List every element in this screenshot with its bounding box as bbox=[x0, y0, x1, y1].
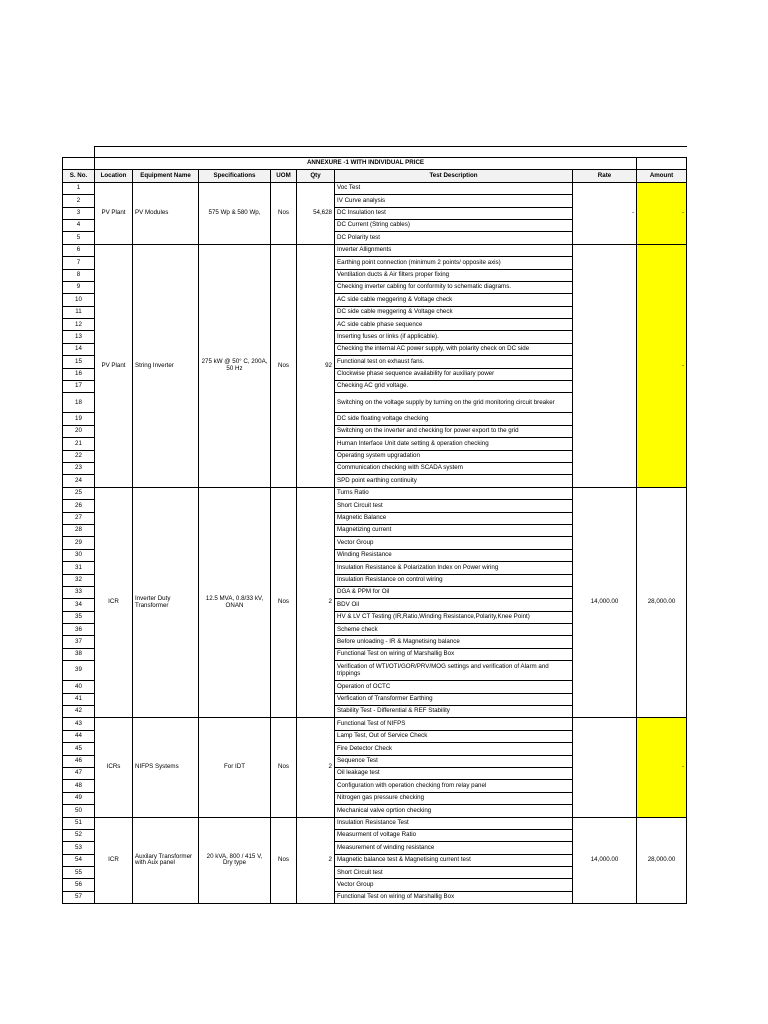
test-description: Insulation Resistance & Polarization Index on Power wiring bbox=[335, 562, 573, 574]
test-description: Inserting fuses or links (if applicable). bbox=[335, 331, 573, 343]
rate-cell bbox=[573, 244, 637, 487]
annexure-table bbox=[62, 146, 687, 904]
test-description: Checking the internal AC power supply, with polarity check on DC side bbox=[335, 343, 573, 355]
test-description: Functional Test of NIFPS bbox=[335, 718, 573, 730]
qty-cell: 92 bbox=[297, 244, 335, 487]
specifications-cell: For IDT bbox=[199, 718, 271, 817]
test-description: Turns Ratio bbox=[335, 487, 573, 499]
equipment-name-cell: Auxilary Transformer with Aux panel bbox=[133, 817, 199, 904]
title-row bbox=[63, 158, 687, 170]
serial-number: 38 bbox=[63, 648, 95, 660]
serial-number: 31 bbox=[63, 562, 95, 574]
serial-number: 50 bbox=[63, 805, 95, 817]
header-row bbox=[63, 170, 687, 182]
specifications-cell: 275 kW @ 50° C, 200A, 50 Hz bbox=[199, 244, 271, 487]
blank-row bbox=[63, 147, 687, 158]
test-description: Insulation Resistance Test bbox=[335, 817, 573, 829]
test-description: SPD point earthing continuity bbox=[335, 475, 573, 487]
rate-cell: 14,000.00 bbox=[573, 487, 637, 718]
test-description: Human Interface Unit date setting & operation checking bbox=[335, 438, 573, 450]
header-location: Location bbox=[95, 170, 133, 182]
serial-number: 41 bbox=[63, 693, 95, 705]
qty-cell: 2 bbox=[297, 718, 335, 817]
serial-number: 27 bbox=[63, 512, 95, 524]
test-description: Switching on the inverter and checking for power export to the grid bbox=[335, 425, 573, 437]
test-description: Oil leakage test bbox=[335, 767, 573, 779]
test-description: Magnetic balance test & Magnetising current test bbox=[335, 854, 573, 866]
serial-number: 16 bbox=[63, 368, 95, 380]
amount-cell: 28,000.00 bbox=[637, 817, 687, 904]
serial-number: 14 bbox=[63, 343, 95, 355]
serial-number: 5 bbox=[63, 232, 95, 244]
rate-cell: - bbox=[573, 182, 637, 244]
test-description: DC Current (String cables) bbox=[335, 219, 573, 231]
test-description: Stability Test - Differential & REF Stability bbox=[335, 706, 573, 718]
serial-number: 1 bbox=[63, 182, 95, 194]
serial-number: 32 bbox=[63, 574, 95, 586]
test-description: Mechanical valve oprtion checking bbox=[335, 805, 573, 817]
location-cell: PV Plant bbox=[95, 182, 133, 244]
test-description: Measurment of voltage Ratio bbox=[335, 829, 573, 841]
test-description: Ventilation ducts & Air filters proper fixing bbox=[335, 269, 573, 281]
serial-number: 25 bbox=[63, 487, 95, 499]
test-description: Insulation Resistance on control wiring bbox=[335, 574, 573, 586]
serial-number: 3 bbox=[63, 207, 95, 219]
serial-number: 29 bbox=[63, 537, 95, 549]
test-description: Nitrogen gas pressure checking bbox=[335, 792, 573, 804]
header-spec: Specifications bbox=[199, 170, 271, 182]
serial-number: 4 bbox=[63, 219, 95, 231]
serial-number: 22 bbox=[63, 450, 95, 462]
serial-number: 18 bbox=[63, 393, 95, 413]
uom-cell: Nos bbox=[271, 182, 297, 244]
amount-cell: - bbox=[637, 244, 687, 487]
header-uom: UOM bbox=[271, 170, 297, 182]
serial-number: 40 bbox=[63, 681, 95, 693]
test-description: Functional test on exhaust fans. bbox=[335, 356, 573, 368]
header-desc: Test Description bbox=[335, 170, 573, 182]
equipment-name-cell: NIFPS Systems bbox=[133, 718, 199, 817]
rate-cell: 14,000.00 bbox=[573, 817, 637, 904]
serial-number: 55 bbox=[63, 867, 95, 879]
location-cell: ICRs bbox=[95, 718, 133, 817]
test-description: DC side cable meggering & Voltage check bbox=[335, 306, 573, 318]
test-description: DC Polarity test bbox=[335, 232, 573, 244]
uom-cell: Nos bbox=[271, 718, 297, 817]
test-description: Checking AC grid voltage. bbox=[335, 381, 573, 393]
test-description: DC side floating voltage checking bbox=[335, 413, 573, 425]
serial-number: 43 bbox=[63, 718, 95, 730]
rate-cell bbox=[573, 718, 637, 817]
test-description: Lamp Test, Out of Service Check bbox=[335, 730, 573, 742]
serial-number: 19 bbox=[63, 413, 95, 425]
serial-number: 10 bbox=[63, 294, 95, 306]
specifications-cell: 12.5 MVA, 0.8/33 kV, ONAN bbox=[199, 487, 271, 718]
serial-number: 30 bbox=[63, 549, 95, 561]
test-description: AC side cable meggering & Voltage check bbox=[335, 294, 573, 306]
serial-number: 57 bbox=[63, 891, 95, 903]
serial-number: 42 bbox=[63, 706, 95, 718]
serial-number: 53 bbox=[63, 842, 95, 854]
serial-number: 23 bbox=[63, 462, 95, 474]
test-description: Checking inverter cabling for conformity to schematic diagrams. bbox=[335, 281, 573, 293]
serial-number: 49 bbox=[63, 792, 95, 804]
test-description: HV & LV CT Testing (IR,Ratio,Winding Resistance,Polarity,Knee Point) bbox=[335, 611, 573, 623]
test-description: Clockwise phase sequence availability for auxiliary power bbox=[335, 368, 573, 380]
serial-number: 56 bbox=[63, 879, 95, 891]
serial-number: 2 bbox=[63, 195, 95, 207]
test-description: Operating system upgradation bbox=[335, 450, 573, 462]
test-description: Scheme check bbox=[335, 624, 573, 636]
table-row bbox=[63, 718, 687, 730]
test-description: IV Curve analysis bbox=[335, 195, 573, 207]
table-row bbox=[63, 244, 687, 256]
test-description: Verification of WTI/OTI/GOR/PRV/MOG settings and verification of Alarm and trippings bbox=[335, 661, 573, 681]
test-description: AC side cable phase sequence bbox=[335, 319, 573, 331]
uom-cell: Nos bbox=[271, 244, 297, 487]
test-description: Verfication of Transformer Earthing bbox=[335, 693, 573, 705]
location-cell: ICR bbox=[95, 487, 133, 718]
test-description: Magnetizing current bbox=[335, 524, 573, 536]
equipment-name-cell: String Inverter bbox=[133, 244, 199, 487]
serial-number: 34 bbox=[63, 599, 95, 611]
test-description: Winding Resistance bbox=[335, 549, 573, 561]
location-cell: ICR bbox=[95, 817, 133, 904]
serial-number: 11 bbox=[63, 306, 95, 318]
annexure-title: ANNEXURE -1 WITH INDIVIDUAL PRICE bbox=[95, 158, 637, 170]
serial-number: 46 bbox=[63, 755, 95, 767]
header-sno: S. No. bbox=[63, 170, 95, 182]
test-description: Short Circuit test bbox=[335, 867, 573, 879]
test-description: Sequence Test bbox=[335, 755, 573, 767]
test-description: Functional Test on wiring of Marshallig Box bbox=[335, 648, 573, 660]
specifications-cell: 20 kVA, 800 / 415 V, Dry type bbox=[199, 817, 271, 904]
serial-number: 51 bbox=[63, 817, 95, 829]
serial-number: 37 bbox=[63, 636, 95, 648]
serial-number: 36 bbox=[63, 624, 95, 636]
test-description: DGA & PPM for Oil bbox=[335, 586, 573, 598]
amount-cell: 28,000.00 bbox=[637, 487, 687, 718]
serial-number: 21 bbox=[63, 438, 95, 450]
test-description: Communication checking with SCADA system bbox=[335, 462, 573, 474]
header-rate: Rate bbox=[573, 170, 637, 182]
test-description: Vector Group bbox=[335, 537, 573, 549]
test-description: Earthing point connection (minimum 2 points/ opposite axis) bbox=[335, 257, 573, 269]
serial-number: 20 bbox=[63, 425, 95, 437]
table-row bbox=[63, 817, 687, 829]
uom-cell: Nos bbox=[271, 487, 297, 718]
test-description: Inverter Allignments bbox=[335, 244, 573, 256]
test-description: Voc Test bbox=[335, 182, 573, 194]
serial-number: 9 bbox=[63, 281, 95, 293]
serial-number: 26 bbox=[63, 500, 95, 512]
serial-number: 6 bbox=[63, 244, 95, 256]
amount-cell: - bbox=[637, 182, 687, 244]
header-qty: Qty bbox=[297, 170, 335, 182]
test-description: Before unloading - IR & Magnetising balance bbox=[335, 636, 573, 648]
test-description: Magnetic Balance bbox=[335, 512, 573, 524]
location-cell: PV Plant bbox=[95, 244, 133, 487]
serial-number: 12 bbox=[63, 319, 95, 331]
serial-number: 13 bbox=[63, 331, 95, 343]
test-description: Fire Detector Check bbox=[335, 743, 573, 755]
serial-number: 44 bbox=[63, 730, 95, 742]
test-description: Vector Group bbox=[335, 879, 573, 891]
serial-number: 54 bbox=[63, 854, 95, 866]
serial-number: 28 bbox=[63, 524, 95, 536]
qty-cell: 2 bbox=[297, 817, 335, 904]
test-description: Measurement of winding resistance bbox=[335, 842, 573, 854]
test-description: Functional Test on wiring of Marshallig Box bbox=[335, 891, 573, 903]
serial-number: 33 bbox=[63, 586, 95, 598]
qty-cell: 54,628 bbox=[297, 182, 335, 244]
serial-number: 8 bbox=[63, 269, 95, 281]
serial-number: 39 bbox=[63, 661, 95, 681]
serial-number: 7 bbox=[63, 257, 95, 269]
test-description: Switching on the voltage supply by turning on the grid monitoring circuit breaker bbox=[335, 393, 573, 413]
table-row bbox=[63, 487, 687, 499]
qty-cell: 2 bbox=[297, 487, 335, 718]
header-amount: Amount bbox=[637, 170, 687, 182]
amount-cell: - bbox=[637, 718, 687, 817]
table-row bbox=[63, 182, 687, 194]
serial-number: 52 bbox=[63, 829, 95, 841]
serial-number: 17 bbox=[63, 381, 95, 393]
test-description: DC Insulation test bbox=[335, 207, 573, 219]
header-equipment: Equipment Name bbox=[133, 170, 199, 182]
serial-number: 45 bbox=[63, 743, 95, 755]
serial-number: 47 bbox=[63, 767, 95, 779]
test-description: Configuration with operation checking from relay panel bbox=[335, 780, 573, 792]
serial-number: 15 bbox=[63, 356, 95, 368]
serial-number: 24 bbox=[63, 475, 95, 487]
test-description: BDV Oil bbox=[335, 599, 573, 611]
serial-number: 35 bbox=[63, 611, 95, 623]
test-description: Short Circuit test bbox=[335, 500, 573, 512]
equipment-name-cell: PV Modules bbox=[133, 182, 199, 244]
equipment-name-cell: Inverter Duty Transformer bbox=[133, 487, 199, 718]
serial-number: 48 bbox=[63, 780, 95, 792]
uom-cell: Nos bbox=[271, 817, 297, 904]
test-description: Operation of OCTC bbox=[335, 681, 573, 693]
specifications-cell: 575 Wp & 580 Wp, bbox=[199, 182, 271, 244]
